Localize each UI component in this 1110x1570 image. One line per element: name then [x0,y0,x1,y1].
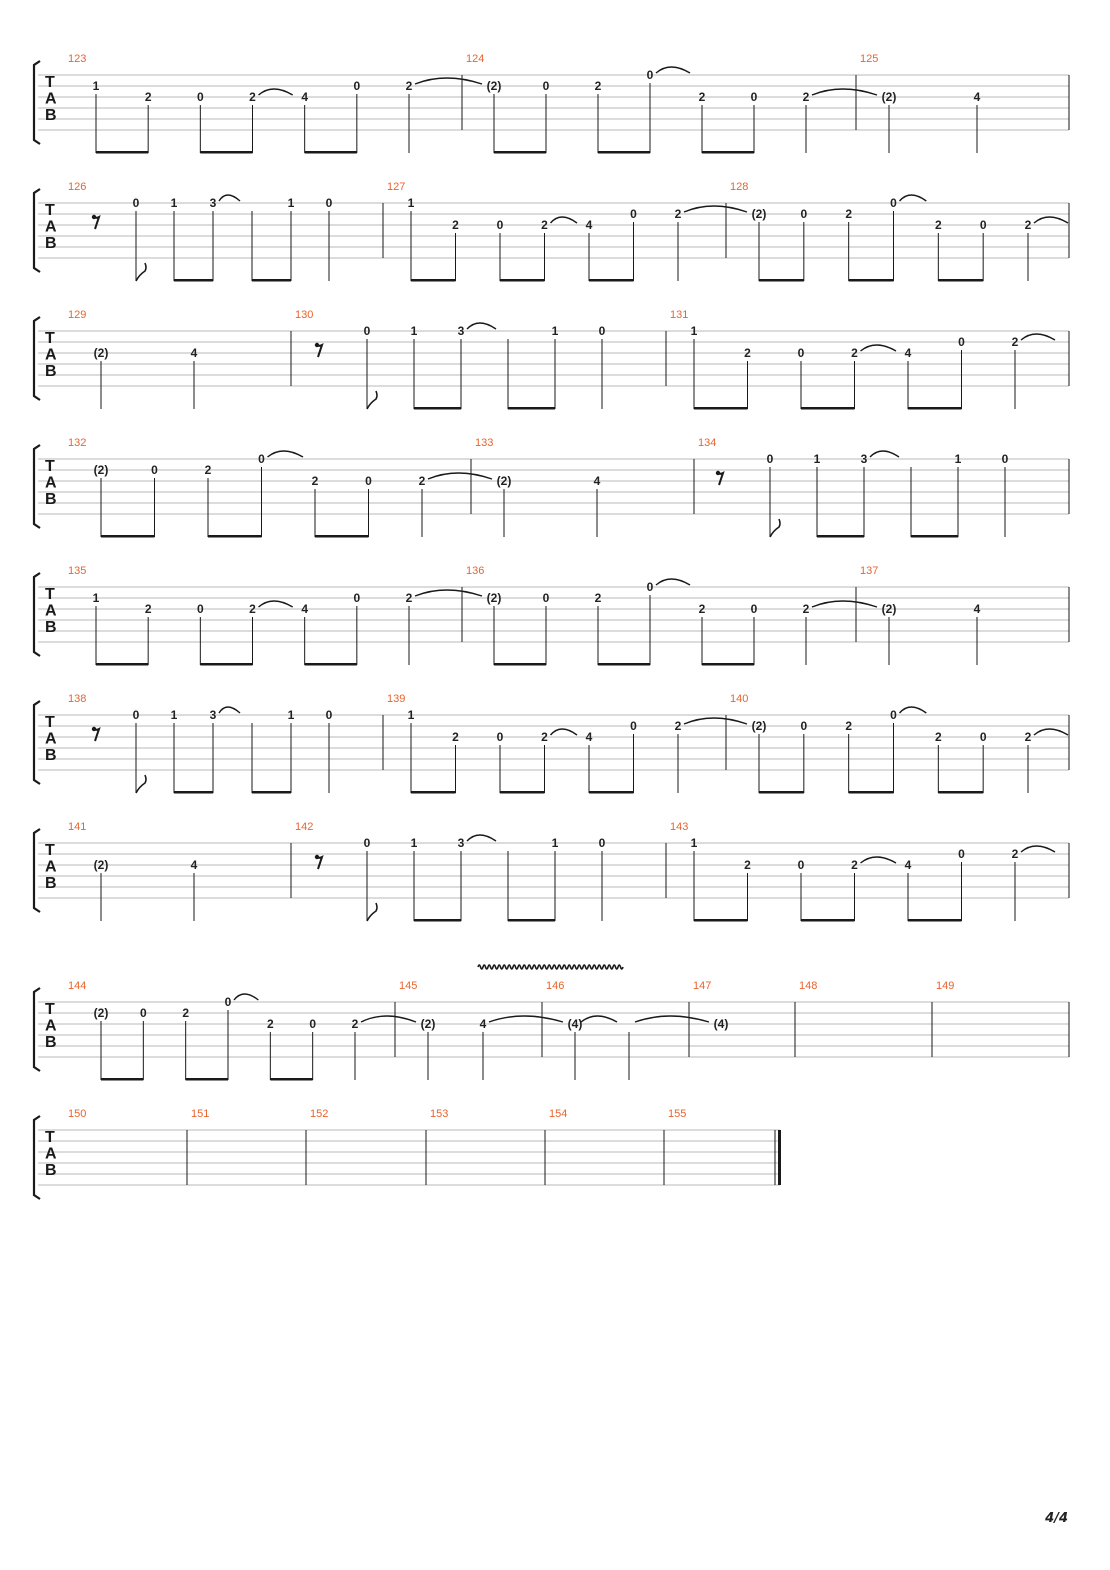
beam [414,407,461,410]
tab-clef-letter: A [45,90,57,108]
fret-number: 1 [551,324,559,338]
fret-number: 2 [452,218,459,232]
fret-number: 0 [797,858,805,872]
fret-number: 2 [845,207,853,221]
fret-number: 2 [541,730,548,744]
beam [508,919,555,922]
beam [252,791,291,794]
tab-clef-letter: B [45,747,57,764]
fret-number: 0 [309,1017,317,1031]
final-barline-thick [778,1130,781,1185]
beam [702,663,754,666]
fret-number: 0 [598,324,606,338]
fret-number: 0 [363,836,371,850]
fret-number: 2 [802,90,810,104]
fret-number: 2 [594,79,602,93]
beam [589,791,634,794]
fret-number: 3 [209,196,217,210]
fret-number: 0 [890,196,897,210]
fret-number: 0 [196,90,204,104]
measure-number: 127 [387,181,406,193]
fret-number: 0 [132,196,140,210]
beam [270,1078,312,1081]
fret-number: 3 [860,452,868,466]
tab-clef-letter: A [45,474,57,492]
fret-number: 2 [1024,218,1032,232]
beam [494,663,546,666]
fret-number: 0 [325,708,333,722]
tab-clef-letter: B [45,1034,57,1051]
fret-number: 0 [630,719,637,733]
fret-number: 2 [266,1017,274,1031]
measure-number: 154 [549,1108,568,1120]
beam [411,791,456,794]
fret-number: 3 [457,836,465,850]
tie-arc [415,78,482,84]
tie-arc [656,67,690,73]
eighth-flag [136,263,146,281]
beam [411,279,456,282]
system-brace [34,1116,40,1199]
fret-number: 1 [690,324,698,338]
tie-arc [1021,846,1055,852]
fret-number: 1 [92,591,100,605]
tab-clef-letter: B [45,491,57,508]
beam [908,919,962,922]
fret-number: 2 [182,1006,190,1020]
beam [208,535,262,538]
beam [759,279,804,282]
fret-number: (2) [881,602,897,616]
fret-number: 2 [802,602,810,616]
fret-number: 2 [744,858,751,872]
fret-number: 4 [479,1017,487,1031]
fret-number: 2 [594,591,602,605]
tab-clef-letter: T [45,842,55,859]
fret-number: 0 [258,452,265,466]
fret-number: (2) [93,346,109,360]
measure-number: 143 [670,821,689,833]
vibrato-mark [478,965,623,969]
measure-number: 155 [668,1108,687,1120]
beam [849,791,894,794]
tie-arc [268,451,304,457]
tie-arc [635,1016,709,1022]
beam [759,791,804,794]
tie-arc [656,579,690,585]
measure-number: 153 [430,1108,449,1120]
beam [494,151,546,154]
tie-arc [870,451,899,457]
fret-number: 2 [452,730,459,744]
tie-arc [684,718,747,724]
fret-number: (2) [93,463,109,477]
fret-number: 1 [410,324,418,338]
tab-clef-letter: B [45,235,57,252]
fret-number: 1 [287,196,295,210]
fret-number: 2 [1011,335,1019,349]
tab-clef-letter: B [45,107,57,124]
fret-number: 0 [496,730,504,744]
fret-number: 0 [353,79,361,93]
beam [252,279,291,282]
fret-number: 0 [1001,452,1009,466]
tie-arc [861,857,897,863]
fret-number: 0 [542,79,550,93]
tab-clef-letter: T [45,202,55,219]
tie-arc [900,195,927,201]
beam [96,151,148,154]
tie-arc [415,590,482,596]
fret-number: 2 [418,474,426,488]
fret-number: 1 [170,708,178,722]
beam [101,535,155,538]
system-brace [34,829,40,912]
tab-clef-letter: B [45,619,57,636]
fret-number: 0 [979,730,987,744]
fret-number: 0 [325,196,333,210]
page-number: 4/4 [1045,1511,1068,1526]
fret-number: 1 [170,196,178,210]
fret-number: 0 [890,708,897,722]
fret-number: 2 [1024,730,1032,744]
fret-number: 0 [958,335,965,349]
beam [186,1078,228,1081]
beam [801,407,855,410]
measure-number: 139 [387,693,406,705]
fret-number: 4 [973,90,981,104]
fret-number: 0 [598,836,606,850]
fret-number: 0 [750,90,758,104]
fret-number: 0 [750,602,758,616]
tab-clef-letter: A [45,1017,57,1035]
fret-number: 1 [551,836,559,850]
tab-clef-letter: B [45,875,57,892]
beam [908,407,962,410]
tie-arc [219,195,240,201]
fret-number: 4 [585,218,593,232]
tie-arc [219,707,240,713]
beam [508,407,555,410]
fret-number: 0 [800,719,808,733]
fret-number: 0 [979,218,987,232]
measure-number: 149 [936,980,955,992]
measure-number: 128 [730,181,749,193]
fret-number: 0 [800,207,808,221]
system-brace [34,317,40,400]
beam [911,535,958,538]
fret-number: 4 [190,858,198,872]
fret-number: 2 [934,730,942,744]
fret-number: 0 [224,995,232,1009]
measure-number: 123 [68,53,87,65]
tab-clef-letter: A [45,858,57,876]
fret-number: 0 [646,68,654,82]
tie-arc [900,707,927,713]
tab-clef-letter: T [45,1001,55,1018]
fret-number: 4 [585,730,593,744]
fret-number: 0 [646,580,654,594]
system-brace [34,573,40,656]
measure-number: 147 [693,980,712,992]
fret-number: 0 [196,602,204,616]
fret-number: 2 [405,79,413,93]
fret-number: 0 [958,847,965,861]
fret-number: 1 [407,196,415,210]
fret-number: 0 [363,324,371,338]
system-brace [34,988,40,1071]
tab-clef-letter: T [45,586,55,603]
measure-number: 144 [68,980,87,992]
fret-number: 1 [92,79,100,93]
fret-number: 1 [407,708,415,722]
fret-number: 2 [698,90,706,104]
tie-arc [861,345,897,351]
beam [414,919,461,922]
measure-number: 136 [466,565,485,577]
fret-number: 3 [209,708,217,722]
tab-clef-letter: T [45,458,55,475]
measure-number: 150 [68,1108,87,1120]
fret-number: 4 [301,90,309,104]
system-brace [34,61,40,144]
beam [598,151,650,154]
tab-clef-letter: B [45,1162,57,1179]
fret-number: (4) [713,1017,729,1031]
fret-number: 2 [144,602,152,616]
tie-arc [428,473,492,479]
beam [174,279,213,282]
eighth-flag [770,519,780,537]
eighth-rest-dot [315,343,319,347]
fret-number: 1 [287,708,295,722]
tie-arc [234,994,258,1000]
measure-number: 133 [475,437,494,449]
tie-arc [361,1016,416,1022]
fret-number: 0 [365,474,372,488]
fret-number: 1 [954,452,962,466]
measure-number: 135 [68,565,87,577]
system-brace [34,445,40,528]
beam [96,663,148,666]
measure-number: 124 [466,53,485,65]
fret-number: 0 [139,1006,147,1020]
tie-arc [1034,217,1068,223]
fret-number: 4 [904,346,912,360]
fret-number: 2 [204,463,212,477]
fret-number: (4) [567,1017,583,1031]
eighth-flag [367,391,377,409]
tie-arc [259,601,293,607]
measure-number: 134 [698,437,717,449]
measure-number: 130 [295,309,314,321]
eighth-rest-dot [716,471,720,475]
fret-number: 0 [542,591,550,605]
eighth-rest-dot [315,855,319,859]
beam [101,1078,143,1081]
beam [801,919,855,922]
tie-arc [812,89,877,95]
beam [315,535,369,538]
fret-number: 2 [851,346,858,360]
fret-number: 1 [410,836,418,850]
fret-number: 1 [690,836,698,850]
tab-clef-letter: A [45,730,57,748]
fret-number: 0 [151,463,158,477]
fret-number: (2) [93,858,109,872]
measure-number: 152 [310,1108,329,1120]
fret-number: 4 [904,858,912,872]
tie-arc [551,729,578,735]
fret-number: (2) [751,719,767,733]
fret-number: 2 [541,218,548,232]
measure-number: 142 [295,821,314,833]
tab-clef-letter: A [45,602,57,620]
tab-clef-letter: B [45,363,57,380]
fret-number: 4 [190,346,198,360]
fret-number: 2 [311,474,319,488]
tab-clef-letter: A [45,346,57,364]
measure-number: 151 [191,1108,210,1120]
fret-number: 2 [674,719,682,733]
beam [694,407,748,410]
fret-number: (2) [486,591,502,605]
measure-number: 141 [68,821,87,833]
tie-arc [467,835,496,841]
fret-number: 3 [457,324,465,338]
eighth-rest-dot [92,727,96,731]
system-brace [34,189,40,272]
fret-number: 2 [744,346,751,360]
fret-number: (2) [496,474,512,488]
fret-number: 4 [301,602,309,616]
eighth-flag [136,775,146,793]
measure-number: 126 [68,181,87,193]
beam [694,919,748,922]
beam [938,279,983,282]
measure-number: 148 [799,980,818,992]
fret-number: 2 [698,602,706,616]
fret-number: 2 [934,218,942,232]
measure-number: 125 [860,53,879,65]
beam [938,791,983,794]
tab-clef-letter: T [45,714,55,731]
fret-number: 0 [797,346,805,360]
fret-number: 2 [851,858,858,872]
tie-arc [684,206,747,212]
fret-number: (2) [486,79,502,93]
tie-arc [812,601,877,607]
fret-number: (2) [881,90,897,104]
tab-clef-letter: T [45,74,55,91]
fret-number: 2 [144,90,152,104]
tie-arc [1021,334,1055,340]
beam [849,279,894,282]
fret-number: 2 [845,719,853,733]
tie-arc [1034,729,1068,735]
fret-number: 0 [766,452,774,466]
fret-number: 0 [630,207,637,221]
measure-number: 131 [670,309,689,321]
fret-number: 2 [249,602,256,616]
beam [174,791,213,794]
beam [200,151,252,154]
beam [500,791,545,794]
measure-number: 132 [68,437,87,449]
tie-arc [467,323,496,329]
measure-number: 138 [68,693,87,705]
tab-clef-letter: A [45,1145,57,1163]
measure-number: 140 [730,693,749,705]
fret-number: 0 [132,708,140,722]
measure-number: 145 [399,980,418,992]
fret-number: 0 [496,218,504,232]
eighth-flag [367,903,377,921]
fret-number: 2 [405,591,413,605]
beam [500,279,545,282]
fret-number: (2) [751,207,767,221]
fret-number: 1 [813,452,821,466]
fret-number: 0 [353,591,361,605]
fret-number: 2 [674,207,682,221]
fret-number: 4 [593,474,601,488]
measure-number: 129 [68,309,87,321]
beam [305,663,357,666]
tab-clef-letter: A [45,218,57,236]
beam [702,151,754,154]
measure-number: 137 [860,565,879,577]
beam [598,663,650,666]
tab-clef-letter: T [45,1129,55,1146]
tie-arc [489,1016,563,1022]
beam [305,151,357,154]
fret-number: (2) [93,1006,109,1020]
fret-number: 2 [351,1017,359,1031]
tab-clef-letter: T [45,330,55,347]
eighth-rest-dot [92,215,96,219]
fret-number: 2 [1011,847,1019,861]
beam [817,535,864,538]
fret-number: 2 [249,90,256,104]
tie-arc [259,89,293,95]
beam [200,663,252,666]
tie-arc [551,217,578,223]
tie-arc [581,1016,617,1022]
fret-number: 4 [973,602,981,616]
measure-number: 146 [546,980,565,992]
system-brace [34,701,40,784]
beam [589,279,634,282]
fret-number: (2) [420,1017,436,1031]
